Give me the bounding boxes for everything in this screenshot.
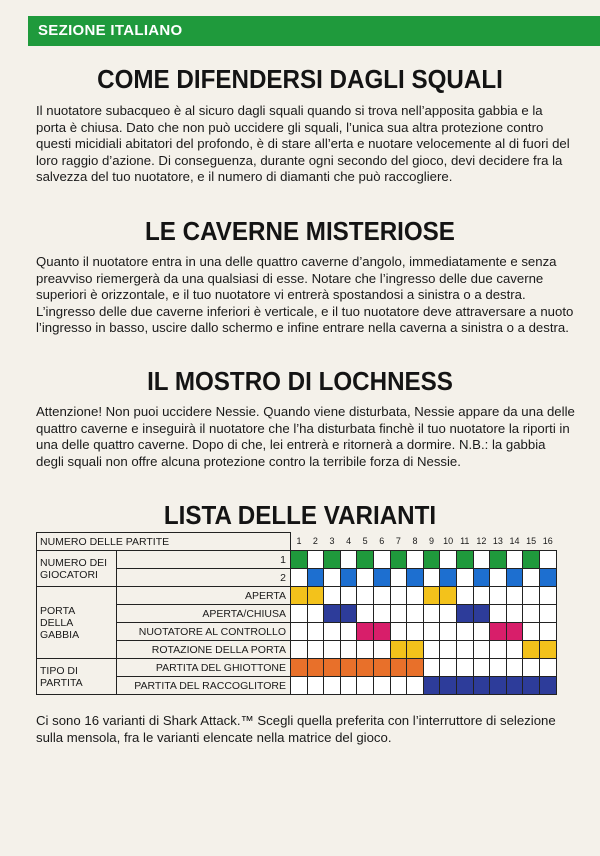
matrix-cell — [506, 623, 523, 641]
heading-caverns: LE CAVERNE MISTERIOSE — [145, 216, 455, 246]
players-row — [37, 551, 557, 569]
matrix-cell — [324, 551, 341, 569]
matrix-cell — [407, 641, 424, 659]
matrix-cell — [423, 641, 440, 659]
matrix-cell — [307, 677, 324, 695]
heading-lochness: IL MOSTRO DI LOCHNESS — [147, 366, 453, 396]
matrix-cell — [523, 551, 540, 569]
type-sub-label: PARTITA DEL GHIOTTONE — [117, 659, 291, 677]
matrix-cell — [373, 569, 390, 587]
matrix-cell — [440, 605, 457, 623]
matrix-cell — [340, 605, 357, 623]
section-header-bar — [28, 16, 600, 46]
matrix-cell — [390, 659, 407, 677]
matrix-cell — [373, 623, 390, 641]
matrix-cell — [390, 569, 407, 587]
matrix-cell — [357, 569, 374, 587]
matrix-cell — [423, 623, 440, 641]
matrix-cell — [506, 569, 523, 587]
matrix-cell — [440, 551, 457, 569]
matrix-cell — [440, 587, 457, 605]
matrix-cell — [307, 569, 324, 587]
games-row — [37, 533, 557, 551]
matrix-cell — [357, 659, 374, 677]
game-number: 15 — [526, 536, 537, 547]
matrix-cell — [407, 551, 424, 569]
door-sub-label: APERTA/CHIUSA — [117, 605, 291, 623]
matrix-cell — [473, 659, 490, 677]
matrix-cell — [324, 659, 341, 677]
matrix-cell — [373, 605, 390, 623]
game-number: 16 — [542, 536, 553, 547]
matrix-cell — [373, 659, 390, 677]
matrix-cell — [407, 587, 424, 605]
players-sub-label: 1 — [117, 551, 291, 569]
matrix-cell — [440, 677, 457, 695]
matrix-cell — [539, 641, 556, 659]
matrix-cell — [340, 551, 357, 569]
paragraph-lochness: Attenzione! Non puoi uccidere Nessie. Quando viene disturbata, Nessie appare da una delle quattro caverne e inseguirà il nuotatore che l’ha disturbata finchè il tuo nuotatore la riporti in una delle quattro caverne. Dopo di che, lei entrerà e ritornerà a dormire. N.B.: la gabbia degli squali non offre alcuna protezione contro la terribile forza di Nessie. — [36, 404, 575, 469]
matrix-cell — [523, 587, 540, 605]
door-label-line: GABBIA — [40, 628, 80, 641]
matrix-cell — [291, 641, 308, 659]
matrix-cell — [423, 605, 440, 623]
matrix-cell — [523, 659, 540, 677]
matrix-cell — [340, 659, 357, 677]
matrix-cell — [340, 641, 357, 659]
matrix-cell — [423, 587, 440, 605]
game-number: 8 — [412, 536, 418, 547]
matrix-cell — [291, 569, 308, 587]
matrix-cell — [340, 623, 357, 641]
matrix-cell — [373, 641, 390, 659]
matrix-cell — [523, 623, 540, 641]
matrix-cell — [506, 605, 523, 623]
matrix-cell — [373, 587, 390, 605]
door-sub-label: APERTA — [117, 587, 291, 605]
door-sub-label: NUOTATORE AL CONTROLLO — [117, 623, 291, 641]
matrix-cell — [539, 659, 556, 677]
matrix-cell — [473, 677, 490, 695]
matrix-cell — [490, 623, 507, 641]
type-sub-label: PARTITA DEL RACCOGLITORE — [117, 677, 291, 695]
matrix-cell — [324, 605, 341, 623]
matrix-cell — [423, 551, 440, 569]
section-label: SEZIONE ITALIANO — [38, 22, 183, 39]
matrix-cell — [456, 659, 473, 677]
heading-variants: LISTA DELLE VARIANTI — [163, 500, 437, 530]
matrix-cell — [340, 677, 357, 695]
game-number: 6 — [379, 536, 385, 547]
matrix-cell — [539, 587, 556, 605]
matrix-cell — [490, 641, 507, 659]
matrix-cell — [440, 623, 457, 641]
type-label — [37, 659, 117, 695]
matrix-cell — [357, 641, 374, 659]
matrix-cell — [357, 551, 374, 569]
door-sub-label: ROTAZIONE DELLA PORTA — [117, 641, 291, 659]
door-label-line: DELLA — [40, 616, 74, 629]
matrix-cell — [324, 569, 341, 587]
matrix-cell — [490, 677, 507, 695]
game-number: 10 — [443, 536, 454, 547]
game-number: 11 — [460, 536, 470, 547]
matrix-cell — [407, 569, 424, 587]
matrix-cell — [407, 659, 424, 677]
matrix-cell — [523, 605, 540, 623]
game-number: 3 — [329, 536, 335, 547]
matrix-cell — [307, 659, 324, 677]
matrix-cell — [373, 677, 390, 695]
matrix-cell — [456, 587, 473, 605]
game-number: 12 — [476, 536, 487, 547]
matrix-cell — [456, 623, 473, 641]
matrix-cell — [456, 551, 473, 569]
paragraph-sharks: Il nuotatore subacqueo è al sicuro dagli squali quando si trova nell’apposita gabbia e la porta è chiusa. Dato che non può uccidere gli squali, l’unica sua altra protezione contro questi micidiali abitatori del profondo, è di stare all’erta e nuotare velocemente al di fuori del loro raggio d’azione. Di conseguenza, durante ogni secondo del gioco, devi decidere fra la salvezza del tuo nuotatore, e il numero di diamanti che può raccogliere. — [36, 103, 570, 184]
matrix-cell — [340, 569, 357, 587]
matrix-cell — [407, 623, 424, 641]
matrix-cell — [357, 623, 374, 641]
matrix-cell — [506, 587, 523, 605]
matrix-cell — [539, 623, 556, 641]
game-number: 4 — [346, 536, 352, 547]
door-label — [37, 587, 117, 659]
matrix-cell — [490, 659, 507, 677]
matrix-cell — [324, 623, 341, 641]
matrix-cell — [490, 569, 507, 587]
matrix-cell — [490, 605, 507, 623]
door-row — [37, 587, 557, 605]
matrix-cell — [291, 587, 308, 605]
matrix-cell — [291, 605, 308, 623]
matrix-cell — [473, 587, 490, 605]
matrix-cell — [324, 641, 341, 659]
matrix-cell — [423, 659, 440, 677]
matrix-cell — [473, 551, 490, 569]
game-number: 14 — [509, 536, 520, 547]
matrix-cell — [357, 677, 374, 695]
matrix-cell — [390, 677, 407, 695]
matrix-cell — [473, 569, 490, 587]
matrix-cell — [340, 587, 357, 605]
matrix-cell — [440, 659, 457, 677]
matrix-cell — [291, 551, 308, 569]
matrix-cell — [307, 641, 324, 659]
game-number: 1 — [296, 536, 302, 547]
matrix-cell — [456, 605, 473, 623]
game-number: 5 — [362, 536, 368, 547]
matrix-cell — [357, 587, 374, 605]
matrix-cell — [456, 569, 473, 587]
game-number: 9 — [429, 536, 435, 547]
matrix-cell — [440, 569, 457, 587]
matrix-cell — [473, 641, 490, 659]
players-label: NUMERO DEI GIOCATORI — [37, 551, 117, 587]
matrix-cell — [291, 677, 308, 695]
matrix-cell — [307, 605, 324, 623]
matrix-cell — [490, 551, 507, 569]
matrix-cell — [307, 551, 324, 569]
matrix-cell — [539, 551, 556, 569]
matrix-cell — [506, 641, 523, 659]
matrix-cell — [407, 677, 424, 695]
matrix-cell — [539, 605, 556, 623]
matrix-cell — [490, 587, 507, 605]
paragraph-caverns: Quanto il nuotatore entra in una delle quattro caverne d’angolo, immediatamente e senza preavviso riemergerà da una qualsiasi di esse. Notare che l’ingresso delle due caverne superiori è orizzontale, e il tuo nuotatore vi entrerà spostandosi a sinistra o a destra. L’ingresso delle due caverne inferiori è verticale, e il tuo nuotatore deve attraversare a nuoto l’ingresso in basso, uscire dallo schermo e infine entrare nella caverna a sinistra o a destra. — [36, 254, 574, 335]
type-row — [37, 659, 557, 677]
game-number: 7 — [395, 536, 401, 547]
matrix-cell — [390, 641, 407, 659]
matrix-cell — [390, 587, 407, 605]
matrix-cell — [324, 677, 341, 695]
matrix-cell — [307, 587, 324, 605]
matrix-cell — [357, 605, 374, 623]
matrix-cell — [390, 551, 407, 569]
matrix-cell — [506, 551, 523, 569]
matrix-cell — [407, 605, 424, 623]
matrix-cell — [523, 569, 540, 587]
type-label-line: TIPO DI — [40, 664, 78, 677]
matrix-cell — [440, 641, 457, 659]
matrix-cell — [456, 677, 473, 695]
variants-matrix — [36, 532, 557, 695]
matrix-cell — [291, 623, 308, 641]
matrix-cell — [291, 659, 308, 677]
matrix-cell — [324, 587, 341, 605]
door-label-line: PORTA — [40, 604, 76, 617]
paragraph-variants: Ci sono 16 varianti di Shark Attack.™ Scegli quella preferita con l’interruttore di selezione sulla mensola, fra le varianti elencate nella matrice del gioco. — [36, 713, 556, 745]
game-number: 2 — [312, 536, 318, 547]
matrix-cell — [473, 605, 490, 623]
matrix-cell — [456, 641, 473, 659]
games-label: NUMERO DELLE PARTITE — [37, 533, 291, 551]
matrix-cell — [373, 551, 390, 569]
matrix-cell — [539, 569, 556, 587]
heading-sharks: COME DIFENDERSI DAGLI SQUALI — [97, 64, 503, 94]
matrix-cell — [423, 569, 440, 587]
type-label-line: PARTITA — [40, 676, 83, 689]
matrix-cell — [539, 677, 556, 695]
matrix-cell — [473, 623, 490, 641]
matrix-cell — [390, 605, 407, 623]
matrix-cell — [506, 659, 523, 677]
matrix-cell — [307, 623, 324, 641]
matrix-cell — [523, 641, 540, 659]
matrix-cell — [423, 677, 440, 695]
game-number: 13 — [492, 536, 503, 547]
matrix-cell — [506, 677, 523, 695]
players-sub-label: 2 — [117, 569, 291, 587]
matrix-cell — [390, 623, 407, 641]
matrix-cell — [523, 677, 540, 695]
